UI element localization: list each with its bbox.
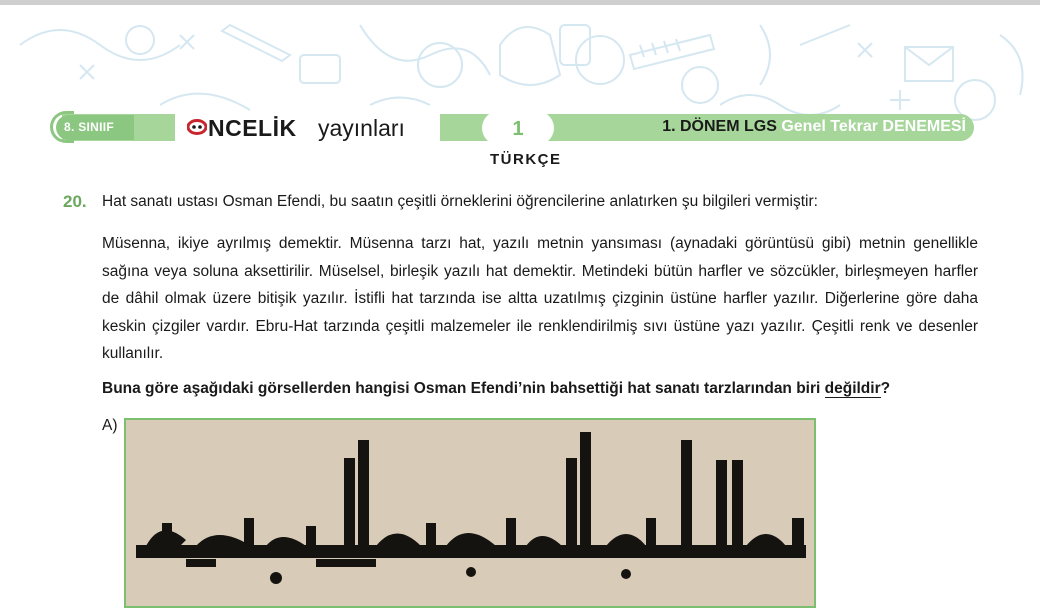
- grade-label: 8. SINIIF: [64, 120, 115, 134]
- passage-text: Müsenna, ikiye ayrılmış demektir. Müsenna tarzı hat, yazılı metnin yansıması (aynadaki görüntüsü gibi) metnin genellikle sağına veya soluna aksettirilir. Müselsel, birleşik yazılı hat demektir. Metindeki bütün harfler ve sözcükler, birleşmeyen harfler de dâhil olmak üzere bitişik yazılır. İstifli hat tarzında ise altta uzatılmış çizginin üstüne harfler yazılır. Diğerlerine göre daha keskin çizgiler vardır. Ebru-Hat tarzında çeşitli malzemeler ile renklendirilmiş sıvı üstüne yazı yazılır. Çeşitli renk ve desenler kullanılır.: [102, 235, 978, 362]
- exam-header-banner: [50, 111, 978, 145]
- prompt-underlined-word: değildir: [824, 380, 881, 397]
- publisher-logo-icon: [187, 119, 207, 135]
- publisher-suffix: yayınları: [318, 115, 405, 141]
- question-prompt: [102, 379, 982, 399]
- booklet-number: 1: [512, 118, 524, 140]
- prompt-question-mark: ?: [880, 380, 891, 397]
- booklet-number-tab: [482, 111, 554, 145]
- calligraphy-artwork: [126, 420, 814, 606]
- option-a-label[interactable]: A): [102, 417, 118, 434]
- subject-title: TÜRKÇE: [490, 151, 562, 168]
- exam-title-term: 1. DÖNEM LGS: [662, 118, 777, 135]
- option-a-calligraphy-image[interactable]: [124, 418, 816, 608]
- question-passage: [102, 230, 978, 368]
- publisher-name: NCELİK: [208, 115, 297, 141]
- exam-title: [662, 118, 966, 136]
- exam-title-review: Genel Tekrar: [781, 118, 878, 135]
- publisher-logo: [175, 114, 440, 141]
- prompt-main-text: Buna göre aşağıdaki görsellerden hangisi Osman Efendi’nin bahsettiği hat sanatı tarzlarından biri: [102, 380, 821, 397]
- exam-title-exam: DENEMESİ: [882, 118, 966, 135]
- question-intro: Hat sanatı ustası Osman Efendi, bu saatın çeşitli örneklerini öğrencilerine anlatırken şu bilgileri vermiştir:: [102, 193, 818, 210]
- question-number: 20.: [63, 192, 87, 211]
